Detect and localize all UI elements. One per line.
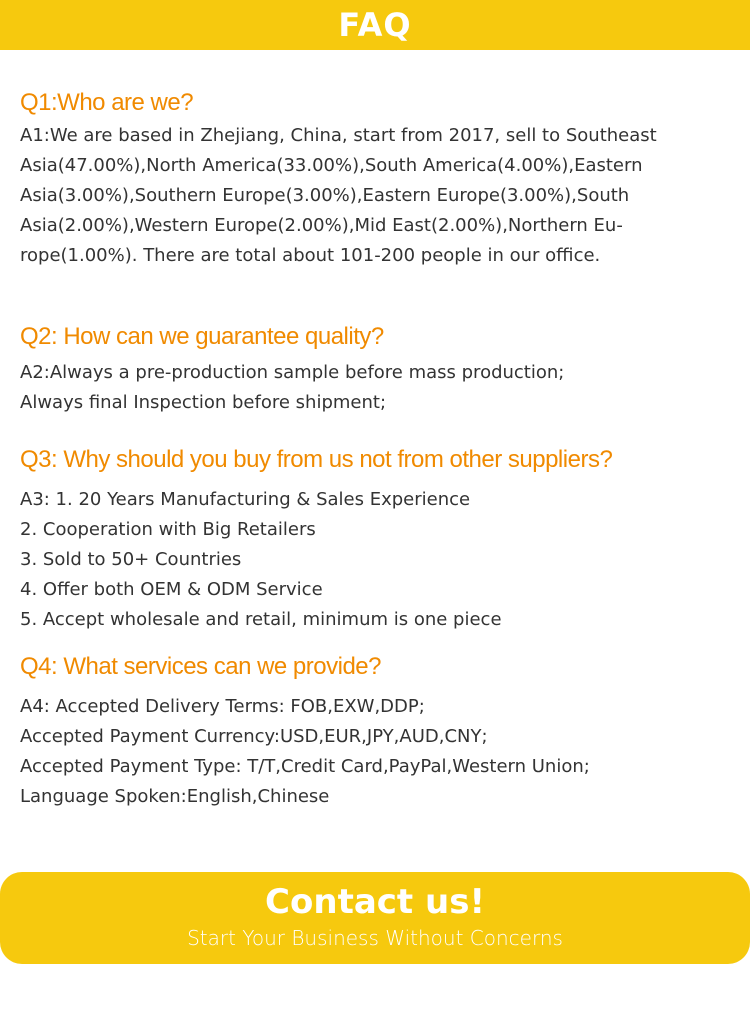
answer-line: A4: Accepted Delivery Terms: FOB,EXW,DDP; — [20, 696, 425, 717]
page-title: FAQ — [338, 6, 412, 44]
contact-subtitle: Start Your Business Without Concerns — [187, 926, 563, 950]
answer-line: Asia(2.00%),Western Europe(2.00%),Mid East(2.00%),Northern Eu- — [20, 215, 623, 236]
answer-line: Always final Inspection before shipment; — [20, 392, 387, 413]
contact-title: Contact us! — [265, 882, 485, 922]
faq-question: Q3: Why should you buy from us not from other suppliers? — [20, 446, 613, 473]
answer-line: Accepted Payment Type: T/T,Credit Card,PayPal,Western Union; — [20, 756, 590, 777]
answer-line: Asia(47.00%),North America(33.00%),South America(4.00%),Eastern — [20, 155, 643, 176]
answer-line: 2. Cooperation with Big Retailers — [20, 519, 316, 540]
answer-line: A1:We are based in Zhejiang, China, start from 2017, sell to Southeast — [20, 125, 657, 146]
faq-answer — [20, 692, 735, 812]
answer-line: Accepted Payment Currency:USD,EUR,JPY,AUD,CNY; — [20, 726, 488, 747]
faq-question: Q2: How can we guarantee quality? — [20, 323, 384, 350]
answer-line: 3. Sold to 50+ Countries — [20, 549, 242, 570]
faq-answer — [20, 121, 735, 271]
faq-item-3 — [20, 445, 735, 635]
faq-answer — [20, 358, 735, 418]
faq-question: Q4: What services can we provide? — [20, 653, 381, 680]
faq-question: Q1:Who are we? — [20, 89, 194, 116]
answer-line: Asia(3.00%),Southern Europe(3.00%),Eastern Europe(3.00%),South — [20, 185, 630, 206]
answer-line: A2:Always a pre-production sample before mass production; — [20, 362, 565, 383]
faq-header-banner — [0, 0, 750, 50]
answer-line: 4. Offer both OEM & ODM Service — [20, 579, 323, 600]
faq-item-2 — [20, 322, 735, 418]
faq-item-4 — [20, 652, 735, 812]
contact-us-banner[interactable] — [0, 872, 750, 964]
answer-line: A3: 1. 20 Years Manufacturing & Sales Experience — [20, 489, 471, 510]
answer-line: 5. Accept wholesale and retail, minimum is one piece — [20, 609, 502, 630]
answer-line: Language Spoken:English,Chinese — [20, 786, 330, 807]
faq-answer — [20, 485, 735, 635]
faq-item-1 — [20, 88, 735, 271]
answer-line: rope(1.00%). There are total about 101-200 people in our office. — [20, 245, 601, 266]
